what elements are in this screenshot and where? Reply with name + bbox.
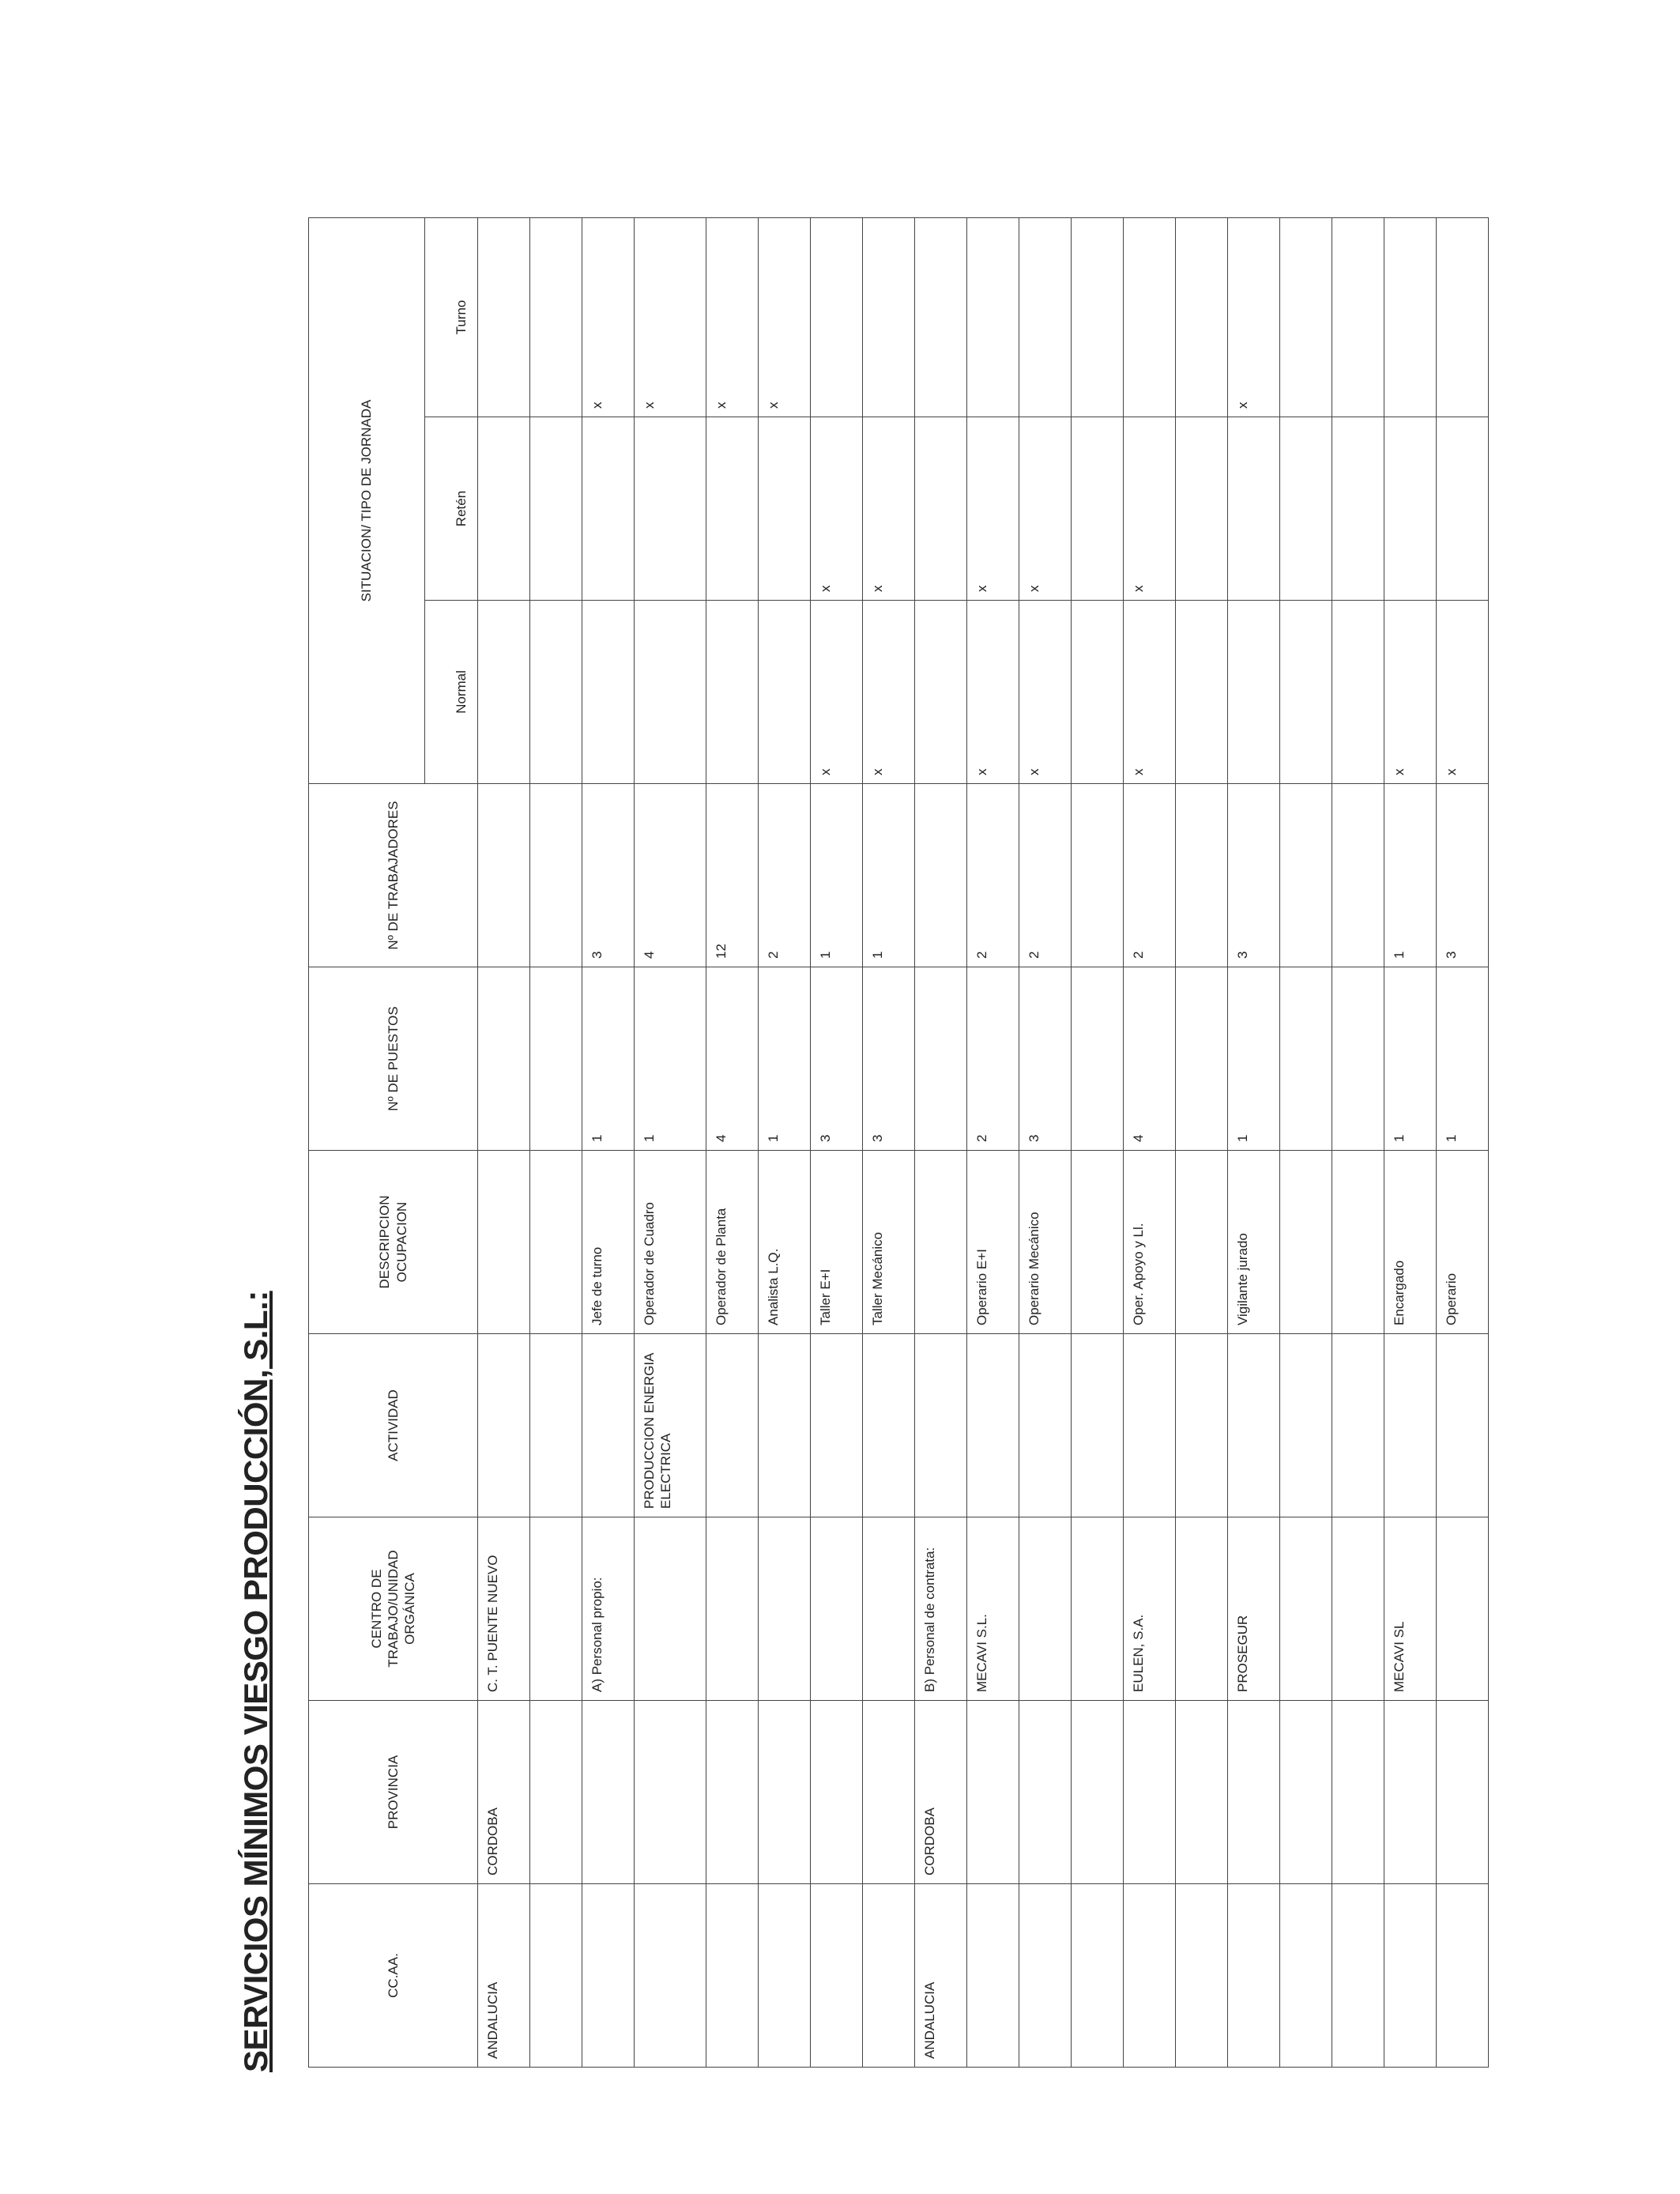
cell-turno <box>1332 217 1384 417</box>
cell-centro: MECAVI S.L. <box>967 1517 1019 1701</box>
table-row <box>1332 217 1384 2067</box>
table-row <box>1176 217 1228 2067</box>
cell-provincia <box>530 1701 582 1884</box>
cell-ccaa <box>706 1884 759 2068</box>
header-turno: Turno <box>425 217 478 417</box>
cell-trabajadores <box>478 784 530 967</box>
cell-ccaa <box>967 1884 1019 2068</box>
cell-centro <box>706 1517 759 1701</box>
cell-actividad <box>582 1334 635 1517</box>
cell-provincia <box>1437 1701 1489 1884</box>
cell-descripcion <box>1280 1151 1332 1334</box>
cell-puestos <box>478 967 530 1151</box>
cell-provincia <box>863 1701 915 1884</box>
header-normal: Normal <box>425 601 478 784</box>
cell-puestos: 4 <box>706 967 759 1151</box>
cell-actividad <box>706 1334 759 1517</box>
services-table <box>308 217 1489 2068</box>
cell-descripcion: Operario E+I <box>967 1151 1019 1334</box>
cell-normal <box>1176 601 1228 784</box>
cell-centro <box>759 1517 811 1701</box>
cell-reten: x <box>967 417 1019 601</box>
cell-actividad <box>863 1334 915 1517</box>
cell-provincia <box>1384 1701 1437 1884</box>
cell-centro <box>1019 1517 1072 1701</box>
cell-centro <box>863 1517 915 1701</box>
cell-actividad <box>811 1334 863 1517</box>
cell-actividad <box>759 1334 811 1517</box>
cell-provincia <box>1280 1701 1332 1884</box>
cell-trabajadores: 2 <box>1019 784 1072 967</box>
cell-descripcion: Operario Mecánico <box>1019 1151 1072 1334</box>
cell-trabajadores <box>1280 784 1332 967</box>
cell-provincia <box>1072 1701 1124 1884</box>
cell-ccaa <box>863 1884 915 2068</box>
cell-descripcion: Encargado <box>1384 1151 1437 1334</box>
header-descripcion: DESCRIPCION OCUPACION <box>309 1151 478 1334</box>
cell-trabajadores: 2 <box>967 784 1019 967</box>
cell-normal <box>1072 601 1124 784</box>
cell-reten <box>1384 417 1437 601</box>
cell-reten: x <box>1019 417 1072 601</box>
cell-trabajadores: 4 <box>635 784 706 967</box>
cell-ccaa: ANDALUCIA <box>478 1884 530 2068</box>
cell-actividad <box>1019 1334 1072 1517</box>
cell-reten <box>1280 417 1332 601</box>
cell-provincia <box>1124 1701 1176 1884</box>
cell-actividad <box>530 1334 582 1517</box>
cell-turno <box>530 217 582 417</box>
cell-ccaa <box>1332 1884 1384 2068</box>
cell-turno: x <box>759 217 811 417</box>
cell-reten <box>1072 417 1124 601</box>
cell-puestos: 2 <box>967 967 1019 1151</box>
cell-reten <box>1228 417 1280 601</box>
cell-puestos <box>530 967 582 1151</box>
cell-ccaa <box>1019 1884 1072 2068</box>
table-row <box>863 217 915 2067</box>
cell-normal: x <box>1019 601 1072 784</box>
cell-normal: x <box>1384 601 1437 784</box>
cell-turno: x <box>582 217 635 417</box>
cell-provincia <box>1228 1701 1280 1884</box>
cell-descripcion <box>530 1151 582 1334</box>
header-reten: Retén <box>425 417 478 601</box>
table-row <box>706 217 759 2067</box>
header-trabajadores: Nº DE TRABAJADORES <box>309 784 478 967</box>
cell-trabajadores <box>1332 784 1384 967</box>
cell-actividad <box>1332 1334 1384 1517</box>
cell-actividad <box>1384 1334 1437 1517</box>
header-ccaa: CC.AA. <box>309 1884 478 2068</box>
cell-ccaa <box>811 1884 863 2068</box>
cell-turno <box>1437 217 1489 417</box>
cell-turno <box>1280 217 1332 417</box>
cell-turno <box>1124 217 1176 417</box>
cell-descripcion: Operador de Planta <box>706 1151 759 1334</box>
cell-puestos: 1 <box>1228 967 1280 1151</box>
cell-ccaa <box>1228 1884 1280 2068</box>
table-row <box>1280 217 1332 2067</box>
table-row <box>915 217 967 2067</box>
cell-reten: x <box>863 417 915 601</box>
cell-centro: EULEN, S.A. <box>1124 1517 1176 1701</box>
cell-normal <box>706 601 759 784</box>
cell-ccaa <box>1384 1884 1437 2068</box>
table-row <box>1228 217 1280 2067</box>
cell-provincia: CORDOBA <box>915 1701 967 1884</box>
cell-trabajadores: 3 <box>582 784 635 967</box>
cell-provincia <box>1332 1701 1384 1884</box>
cell-normal: x <box>1124 601 1176 784</box>
cell-turno: x <box>1228 217 1280 417</box>
header-row <box>309 217 425 2067</box>
cell-centro <box>1176 1517 1228 1701</box>
cell-turno <box>1384 217 1437 417</box>
cell-trabajadores: 1 <box>1384 784 1437 967</box>
cell-puestos: 3 <box>863 967 915 1151</box>
cell-normal: x <box>863 601 915 784</box>
cell-puestos: 1 <box>582 967 635 1151</box>
cell-centro: PROSEGUR <box>1228 1517 1280 1701</box>
table-row <box>478 217 530 2067</box>
cell-provincia <box>1019 1701 1072 1884</box>
cell-centro <box>811 1517 863 1701</box>
cell-ccaa <box>1280 1884 1332 2068</box>
cell-normal <box>1332 601 1384 784</box>
cell-ccaa: ANDALUCIA <box>915 1884 967 2068</box>
header-provincia: PROVINCIA <box>309 1701 478 1884</box>
cell-provincia <box>759 1701 811 1884</box>
cell-provincia <box>967 1701 1019 1884</box>
cell-actividad <box>1228 1334 1280 1517</box>
cell-trabajadores <box>1072 784 1124 967</box>
cell-trabajadores: 2 <box>759 784 811 967</box>
cell-provincia <box>635 1701 706 1884</box>
cell-centro <box>1332 1517 1384 1701</box>
table-row <box>530 217 582 2067</box>
cell-normal: x <box>967 601 1019 784</box>
cell-centro: B) Personal de contrata: <box>915 1517 967 1701</box>
table-row <box>967 217 1019 2067</box>
cell-reten <box>915 417 967 601</box>
cell-trabajadores <box>915 784 967 967</box>
table-row <box>1437 217 1489 2067</box>
cell-descripcion: Analista L.Q. <box>759 1151 811 1334</box>
cell-trabajadores: 3 <box>1228 784 1280 967</box>
cell-puestos <box>1072 967 1124 1151</box>
cell-descripcion <box>1332 1151 1384 1334</box>
cell-actividad: PRODUCCION ENERGIA ELECTRICA <box>635 1334 706 1517</box>
cell-puestos: 1 <box>759 967 811 1151</box>
cell-normal <box>582 601 635 784</box>
cell-normal <box>478 601 530 784</box>
document-title: SERVICIOS MÍNIMOS VIESGO PRODUCCIÓN, S.L.: <box>237 1291 274 2072</box>
cell-actividad <box>1124 1334 1176 1517</box>
cell-puestos: 1 <box>635 967 706 1151</box>
table-row <box>1072 217 1124 2067</box>
cell-ccaa <box>1176 1884 1228 2068</box>
cell-provincia <box>1176 1701 1228 1884</box>
table-row <box>1019 217 1072 2067</box>
cell-provincia <box>811 1701 863 1884</box>
cell-reten <box>635 417 706 601</box>
cell-trabajadores: 12 <box>706 784 759 967</box>
cell-normal <box>1280 601 1332 784</box>
cell-actividad <box>1072 1334 1124 1517</box>
cell-reten: x <box>811 417 863 601</box>
cell-trabajadores: 2 <box>1124 784 1176 967</box>
cell-normal: x <box>811 601 863 784</box>
table-row <box>582 217 635 2067</box>
cell-normal <box>915 601 967 784</box>
cell-puestos <box>1332 967 1384 1151</box>
cell-centro <box>1437 1517 1489 1701</box>
header-situacion: SITUACION/ TIPO DE JORNADA <box>309 217 425 783</box>
cell-puestos <box>1176 967 1228 1151</box>
cell-puestos <box>915 967 967 1151</box>
cell-turno <box>967 217 1019 417</box>
cell-centro: A) Personal propio: <box>582 1517 635 1701</box>
cell-reten <box>1332 417 1384 601</box>
cell-reten <box>759 417 811 601</box>
cell-trabajadores <box>1176 784 1228 967</box>
cell-normal <box>530 601 582 784</box>
cell-normal <box>759 601 811 784</box>
cell-reten <box>706 417 759 601</box>
cell-normal: x <box>1437 601 1489 784</box>
cell-puestos: 3 <box>1019 967 1072 1151</box>
cell-ccaa <box>635 1884 706 2068</box>
cell-puestos: 1 <box>1437 967 1489 1151</box>
table-row <box>759 217 811 2067</box>
cell-turno <box>811 217 863 417</box>
cell-actividad <box>915 1334 967 1517</box>
cell-trabajadores: 1 <box>863 784 915 967</box>
cell-trabajadores: 3 <box>1437 784 1489 967</box>
cell-turno <box>1072 217 1124 417</box>
cell-actividad <box>1437 1334 1489 1517</box>
cell-descripcion <box>915 1151 967 1334</box>
table-row <box>1124 217 1176 2067</box>
cell-reten <box>582 417 635 601</box>
cell-descripcion: Oper. Apoyo y Ll. <box>1124 1151 1176 1334</box>
cell-ccaa <box>1072 1884 1124 2068</box>
cell-reten <box>1176 417 1228 601</box>
cell-ccaa <box>530 1884 582 2068</box>
cell-turno: x <box>706 217 759 417</box>
cell-centro: MECAVI SL <box>1384 1517 1437 1701</box>
cell-centro <box>635 1517 706 1701</box>
cell-turno <box>1019 217 1072 417</box>
cell-normal <box>635 601 706 784</box>
cell-descripcion <box>1176 1151 1228 1334</box>
cell-reten <box>478 417 530 601</box>
table-row <box>635 217 706 2067</box>
header-puestos: Nº DE PUESTOS <box>309 967 478 1151</box>
cell-puestos: 1 <box>1384 967 1437 1151</box>
cell-normal <box>1228 601 1280 784</box>
cell-trabajadores: 1 <box>811 784 863 967</box>
cell-centro <box>1280 1517 1332 1701</box>
table-row <box>1384 217 1437 2067</box>
cell-actividad <box>967 1334 1019 1517</box>
cell-ccaa <box>1124 1884 1176 2068</box>
cell-ccaa <box>1437 1884 1489 2068</box>
cell-reten: x <box>1124 417 1176 601</box>
cell-reten <box>1437 417 1489 601</box>
cell-turno <box>478 217 530 417</box>
cell-provincia <box>582 1701 635 1884</box>
cell-ccaa <box>582 1884 635 2068</box>
cell-descripcion: Vigilante jurado <box>1228 1151 1280 1334</box>
cell-descripcion: Operador de Cuadro <box>635 1151 706 1334</box>
cell-reten <box>530 417 582 601</box>
cell-puestos: 3 <box>811 967 863 1151</box>
cell-turno <box>1176 217 1228 417</box>
cell-descripcion: Jefe de turno <box>582 1151 635 1334</box>
cell-centro <box>1072 1517 1124 1701</box>
cell-provincia: CORDOBA <box>478 1701 530 1884</box>
cell-puestos: 4 <box>1124 967 1176 1151</box>
cell-centro: C. T. PUENTE NUEVO <box>478 1517 530 1701</box>
cell-turno <box>863 217 915 417</box>
cell-descripcion: Taller E+I <box>811 1151 863 1334</box>
cell-ccaa <box>759 1884 811 2068</box>
cell-centro <box>530 1517 582 1701</box>
cell-actividad <box>1280 1334 1332 1517</box>
table-row <box>811 217 863 2067</box>
cell-actividad <box>1176 1334 1228 1517</box>
cell-trabajadores <box>530 784 582 967</box>
cell-descripcion: Operario <box>1437 1151 1489 1334</box>
cell-turno: x <box>635 217 706 417</box>
cell-provincia <box>706 1701 759 1884</box>
cell-turno <box>915 217 967 417</box>
cell-descripcion <box>1072 1151 1124 1334</box>
cell-descripcion <box>478 1151 530 1334</box>
header-centro: CENTRO DE TRABAJO/UNIDAD ORGÁNICA <box>309 1517 478 1701</box>
header-actividad: ACTIVIDAD <box>309 1334 478 1517</box>
cell-actividad <box>478 1334 530 1517</box>
cell-puestos <box>1280 967 1332 1151</box>
cell-descripcion: Taller Mecánico <box>863 1151 915 1334</box>
